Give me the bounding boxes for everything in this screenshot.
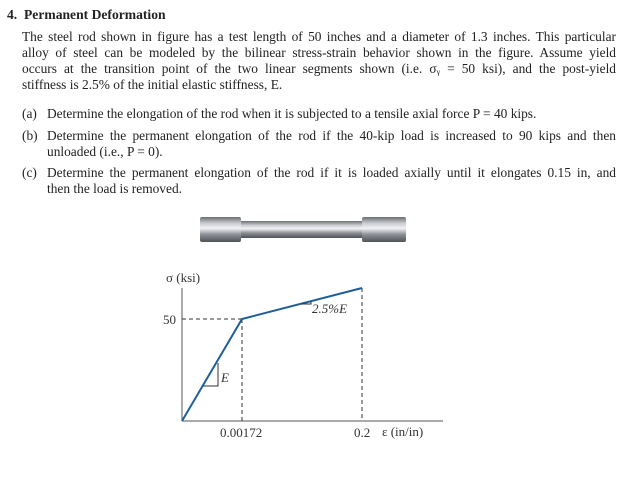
- part-a-text: Determine the elongation of the rod when it is subjected to a tensile axial force P = 40 kips.: [47, 106, 537, 121]
- elastic-slope-label: E: [221, 370, 229, 385]
- part-c-text: then the load is removed.: [47, 181, 182, 196]
- x-axis-label: ε (in/in): [382, 424, 424, 439]
- x-tick-yield: 0.00172: [220, 425, 263, 440]
- part-a-label: (a): [22, 106, 37, 121]
- x-tick-end: 0.2: [354, 425, 371, 440]
- y-axis-label: σ (ksi): [166, 270, 201, 285]
- part-b-text: unloaded (i.e., P = 0).: [47, 144, 163, 159]
- part-b-text: Determine the permanent elongation of the rod if the 40-kip load is increased to 90 kips and then: [47, 128, 616, 143]
- intro-line: occurs at the transition point of the two linear segments shown (i.e. σᵧ = 50 ksi), and the post-yield: [22, 61, 616, 76]
- part-b-label: (b): [22, 128, 38, 143]
- intro-line: alloy of steel can be modeled by the bilinear stress-strain behavior shown in the figure. Assume yield: [22, 45, 616, 60]
- y-tick-50: 50: [163, 312, 176, 327]
- part-c-label: (c): [22, 165, 37, 180]
- intro-line: stiffness is 2.5% of the initial elastic stiffness, E.: [22, 77, 283, 92]
- part-c-text: Determine the permanent elongation of the rod if it is loaded axially until it elongates 0.15 in, and: [47, 165, 616, 180]
- stress-strain-diagram: [163, 270, 443, 440]
- problem-title: 4. Permanent Deformation: [7, 7, 166, 22]
- steel-rod-illustration: [200, 217, 406, 242]
- intro-line: The steel rod shown in figure has a test length of 50 inches and a diameter of 1.3 inches. This particular: [22, 29, 616, 44]
- plastic-slope-label: 2.5%E: [312, 301, 348, 316]
